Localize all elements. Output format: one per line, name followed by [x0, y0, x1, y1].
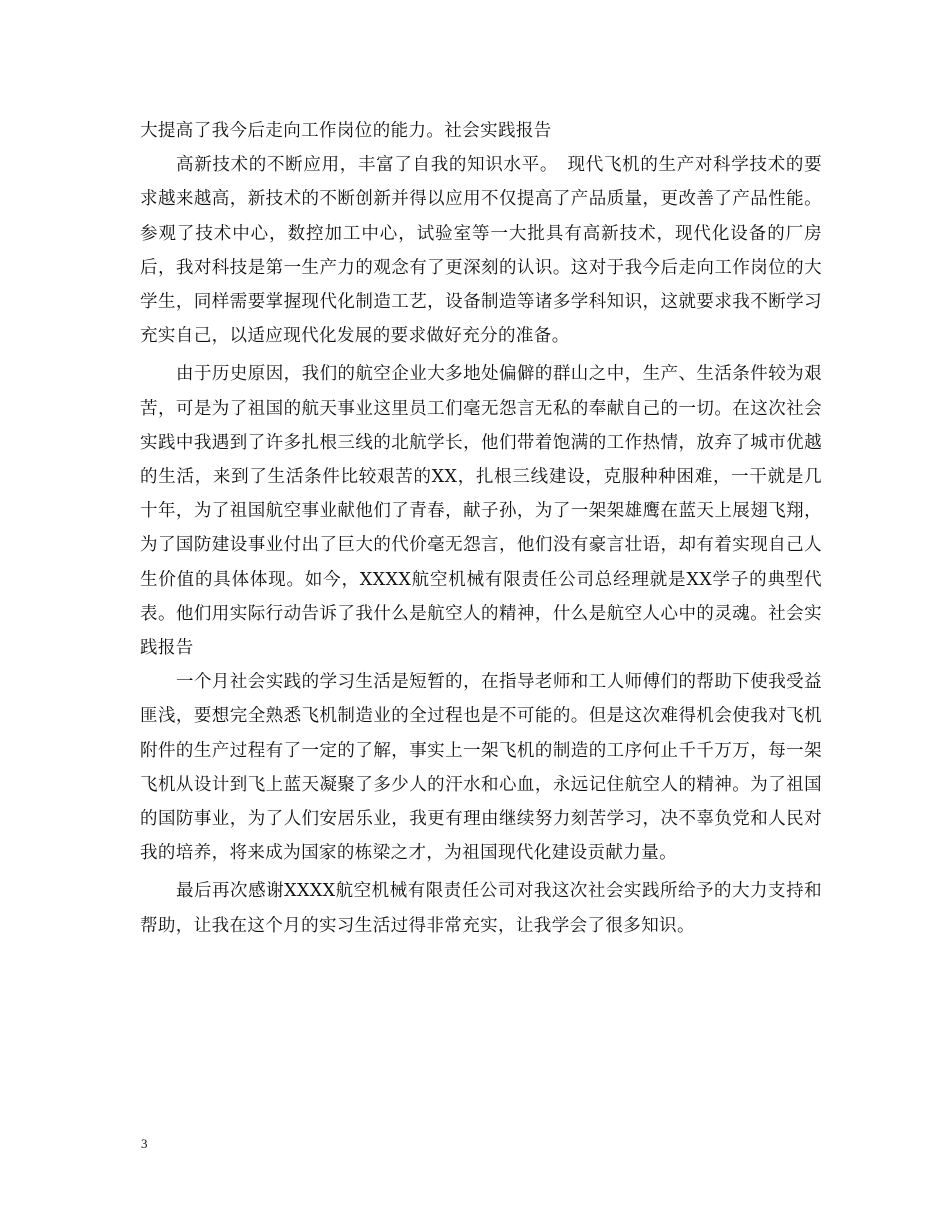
- paragraph-history: 由于历史原因，我们的航空企业大多地处偏僻的群山之中，生产、生活条件较为艰苦，可是为了祖国的航天事业这里员工们毫无怨言无私的奉献自己的一切。在这次社会实践中我遇到了许多扎根三线的北航学长，他们带着饱满的工作热情，放弃了城市优越的生活，来到了生活条件比较艰苦的XX，扎根三线建设，克服种种困难，一干就是几十年，为了祖国航空事业献他们了青春，献子孙，为了一架架雄鹰在蓝天上展翅飞翔，为了国防建设事业付出了巨大的代价毫无怨言，他们没有豪言壮语，却有着实现自己人生价值的具体体现。如今，XXXX航空机械有限责任公司总经理就是XX学子的典型代表。他们用实际行动告诉了我什么是航空人的精神，什么是航空人心中的灵魂。社会实践报告: [140, 364, 822, 659]
- paragraph-high-tech: 高新技术的不断应用，丰富了自我的知识水平。 现代飞机的生产对科学技术的要求越来越高，新技术的不断创新并得以应用不仅提高了产品质量，更改善了产品性能。参观了技术中心，数控加工中心，试验室等一大批具有高新技术，现代化设备的厂房后，我对科技是第一生产力的观念有了更深刻的认识。这对于我今后走向工作岗位的大学生，同样需要掌握现代化制造工艺，设备制造等诸多学科知识，这就要求我不断学习充实自己，以适应现代化发展的要求做好充分的准备。: [140, 155, 822, 347]
- document-body: [140, 114, 822, 943]
- page-number: 3: [141, 1136, 148, 1151]
- paragraph-one-month: 一个月社会实践的学习生活是短暂的，在指导老师和工人师傅们的帮助下使我受益匪浅，要想完全熟悉飞机制造业的全过程也是不可能的。但是这次难得机会使我对飞机附件的生产过程有了一定的了解，事实上一架飞机的制造的工序何止千千万万，每一架飞机从设计到飞上蓝天凝聚了多少人的汗水和心血，永远记住航空人的精神。为了祖国的国防事业，为了人们安居乐业，我更有理由继续努力刻苦学习，决不辜负党和人民对我的培养，将来成为国家的栋梁之才，为祖国现代化建设贡献力量。: [140, 672, 822, 864]
- paragraph-thanks: 最后再次感谢XXXX航空机械有限责任公司对我这次社会实践所给予的大力支持和帮助，让我在这个月的实习生活过得非常充实，让我学会了很多知识。: [140, 881, 822, 936]
- paragraph-continuation: 大提高了我今后走向工作岗位的能力。社会实践报告: [140, 121, 552, 141]
